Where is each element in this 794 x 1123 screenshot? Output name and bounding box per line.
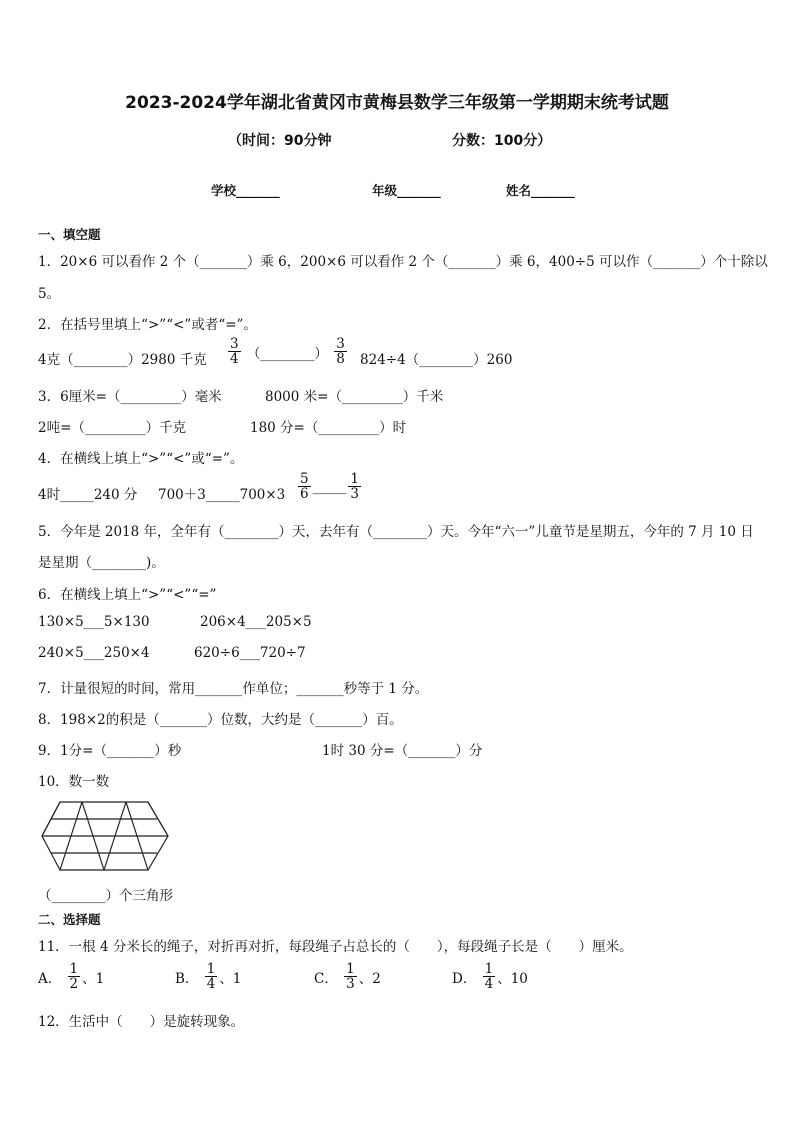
q12: 12．生活中（ ）是旋转现象。 [38, 1014, 245, 1030]
fraction: $\frac{1}{4}$ [206, 961, 216, 993]
q6-part-b: 206×4___205×5 [200, 614, 312, 630]
page-title: 2023-2024学年湖北省黄冈市黄梅县数学三年级第一学期期末统考试题 [125, 93, 669, 113]
q1-line2: 5。 [38, 286, 61, 302]
fraction: $\frac{1}{4}$ [484, 961, 494, 993]
fraction: $\frac{3}{4}$ [230, 336, 239, 368]
q3-part-a: 3．6厘米=（_________）毫米 [38, 389, 222, 405]
q6-part-d: 620÷6___720÷7 [194, 645, 306, 661]
q5-line2: 是星期（________)。 [38, 555, 165, 571]
q2-stem: 2．在括号里填上“>”“<”或者“=”。 [38, 317, 257, 333]
q6-part-a: 130×5___5×130 [38, 614, 150, 630]
grade-field: 年级_______ [372, 183, 441, 198]
q4-part-fraction: $\frac{5}{6}$ _____ $\frac{1}{3}$ [300, 471, 359, 503]
fraction: $\frac{5}{6}$ [300, 471, 309, 503]
q2-part-b: 824÷4（________）260 [360, 352, 513, 368]
q11-option-b: B． $\frac{1}{4}$ 、1 [175, 961, 242, 993]
q3-part-d: 180 分=（_________）时 [250, 420, 407, 436]
q3-part-c: 2吨=（_________）千克 [38, 420, 187, 436]
section-title-choice: 二、选择题 [38, 912, 101, 927]
q1-line1: 1．20×6 可以看作 2 个（_______）乘 6，200×6 可以看作 2 个（_______）乘 6，400÷5 可以作（_______）个十除以 [38, 254, 768, 270]
q2-blank: （________） [246, 345, 328, 362]
name-field: 姓名_______ [506, 183, 575, 198]
exam-time: （时间：90分钟 [228, 133, 332, 149]
q4-part-a: 4时_____240 分 [38, 487, 138, 503]
q11-option-d: D． $\frac{1}{4}$ 、10 [452, 961, 528, 993]
q10-answer: （________）个三角形 [38, 888, 173, 904]
q6-part-c: 240×5___250×4 [38, 645, 150, 661]
q10-stem: 10．数一数 [38, 774, 110, 790]
exam-score: 分数：100分） [452, 133, 552, 149]
q4-part-b: 700＋3_____700×3 [158, 487, 286, 503]
q11-option-c: C． $\frac{1}{3}$ 、2 [314, 961, 381, 993]
q9-part-a: 9．1分=（_______）秒 [38, 743, 182, 759]
q2-part-fraction [226, 337, 349, 366]
q11-stem: 11．一根 4 分米长的绳子，对折再对折，每段绳子占总长的（ ），每段绳子长是（ ）厘米。 [38, 939, 633, 955]
q2-part-a: 4克（________）2980 千克 [38, 352, 207, 368]
q4-stem: 4．在横线上填上“>”“<”或“=”。 [38, 451, 244, 467]
q3-part-b: 8000 米=（_________）千米 [265, 389, 444, 405]
q11-option-a: A． $\frac{1}{2}$ 、1 [38, 961, 105, 993]
q8: 8．198×2的积是（_______）位数，大约是（_______）百。 [38, 712, 403, 728]
q5-line1: 5．今年是 2018 年，全年有（________）天，去年有（________）天。今年“六一”儿童节是星期五，今年的 7 月 10 日 [38, 524, 754, 540]
fraction: $\frac{3}{8}$ [336, 336, 345, 368]
triangle-hexagon-figure [40, 800, 170, 872]
q6-stem: 6．在横线上填上“>”“<”“=” [38, 587, 217, 603]
q7: 7．计量很短的时间，常用_______作单位；_______秒等于 1 分。 [38, 681, 429, 697]
q9-part-b: 1时 30 分=（_______）分 [322, 743, 483, 759]
fraction: $\frac{1}{3}$ [346, 961, 355, 993]
school-field: 学校_______ [211, 183, 280, 198]
section-title-fill-blank: 一、填空题 [38, 227, 101, 242]
fraction: $\frac{1}{2}$ [69, 961, 79, 993]
fraction: $\frac{1}{3}$ [350, 471, 359, 503]
